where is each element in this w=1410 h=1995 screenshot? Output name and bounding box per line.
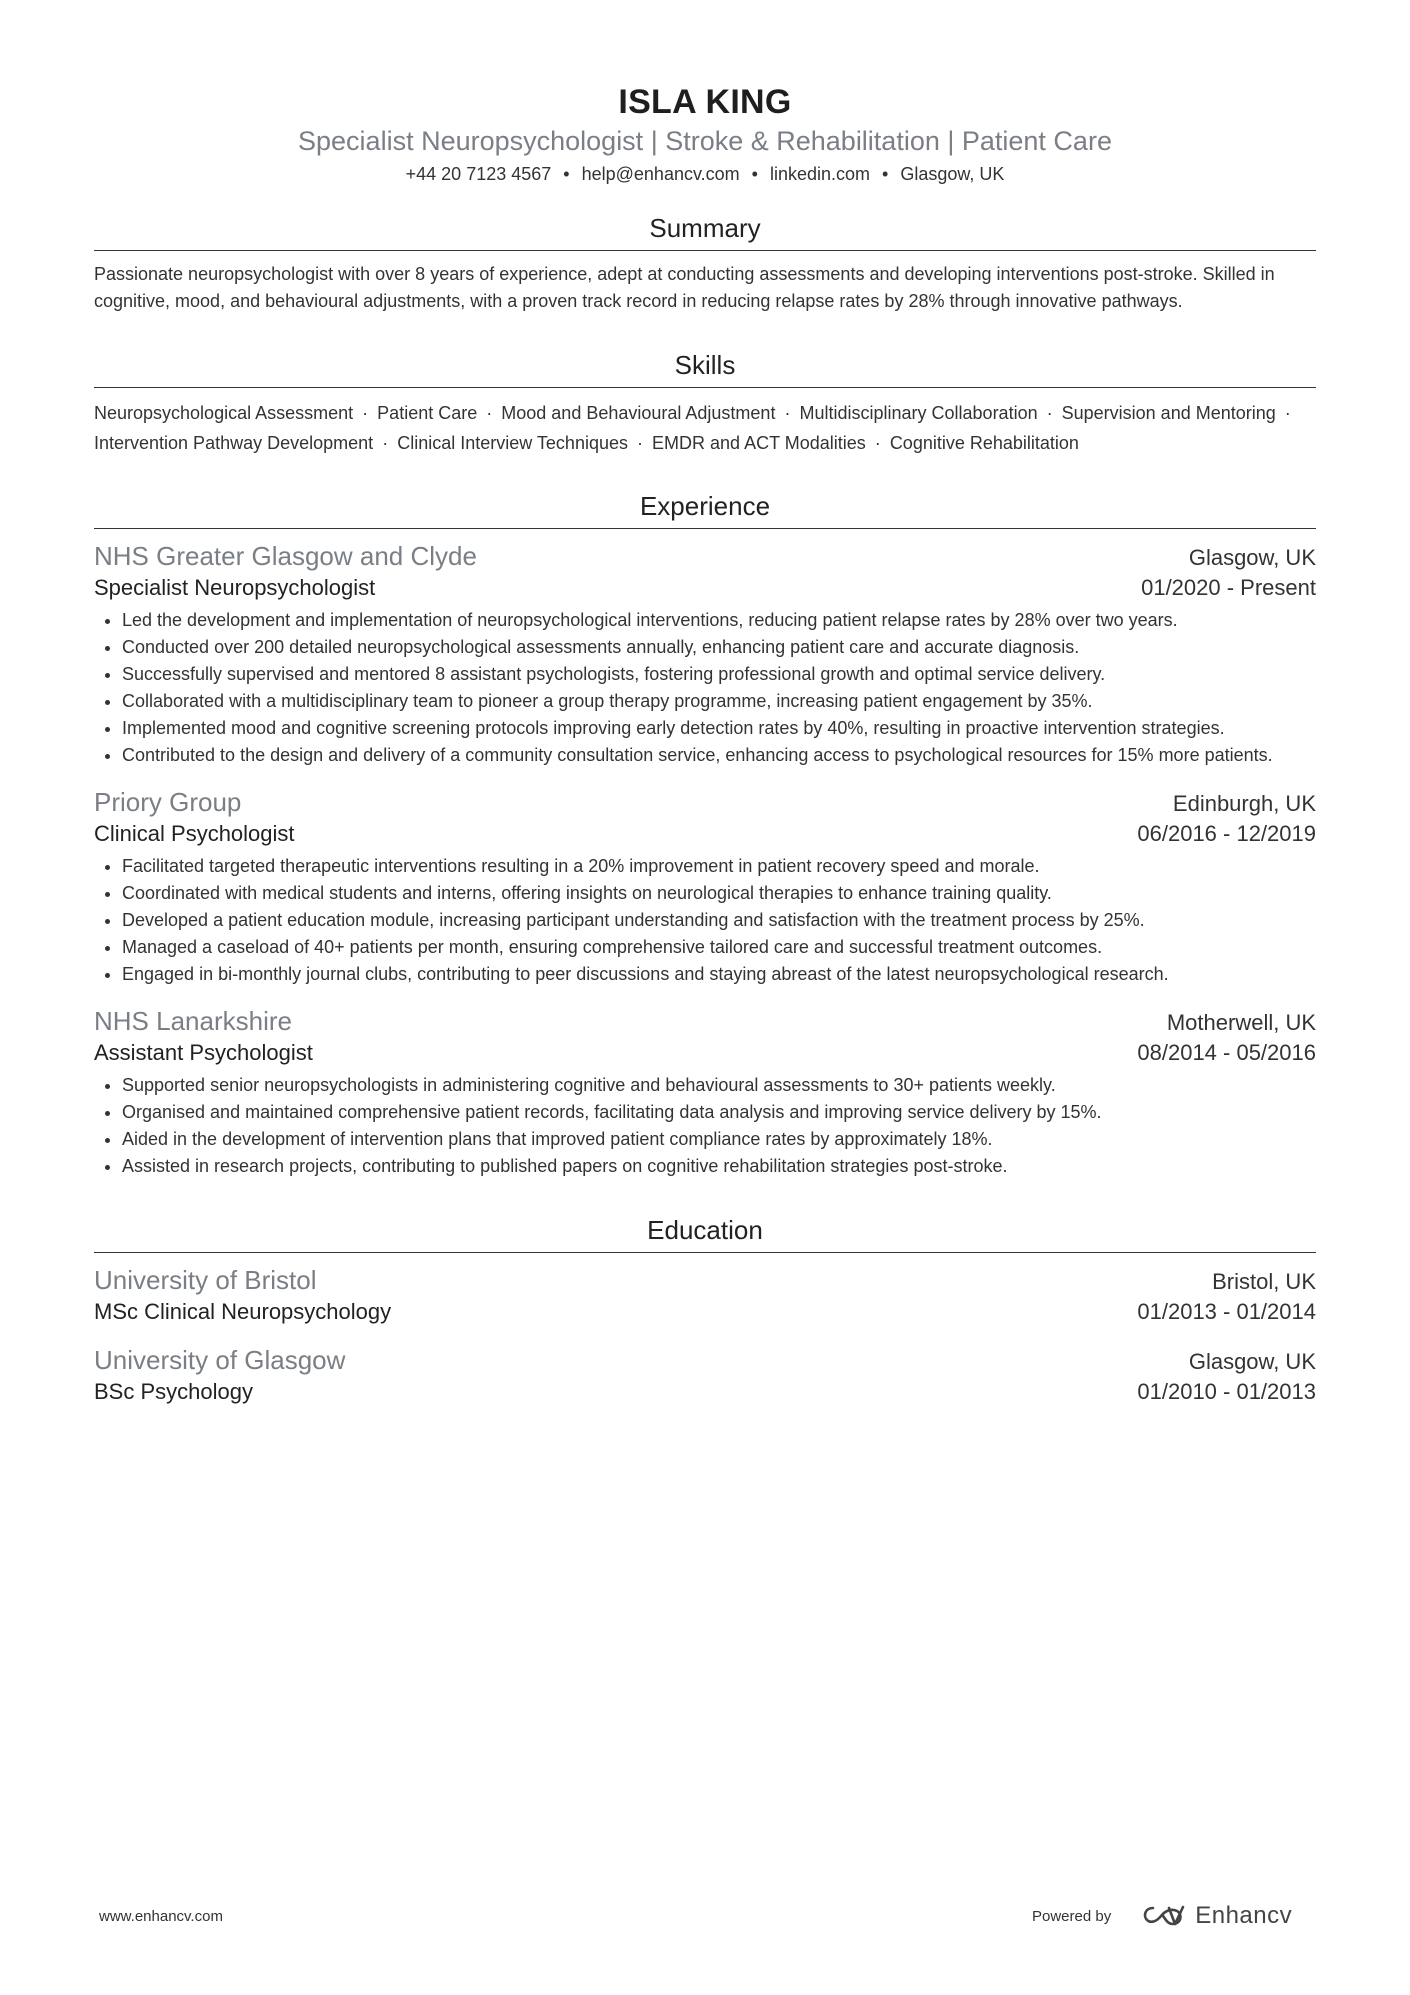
- skill-separator: ·: [637, 433, 644, 453]
- skill-item: Intervention Pathway Development: [94, 433, 374, 453]
- resume-header: [94, 82, 1316, 186]
- job-location: Glasgow, UK: [1188, 545, 1316, 570]
- skill-item: Supervision and Mentoring: [1061, 403, 1276, 423]
- experience-entry: [94, 539, 1316, 769]
- candidate-title: Specialist Neuropsychologist | Stroke & Rehabilitation | Patient Care: [298, 126, 1112, 156]
- skill-item: Multidisciplinary Collaboration: [799, 403, 1038, 423]
- bullet-separator: •: [751, 164, 758, 184]
- skill-separator: ·: [874, 433, 881, 453]
- enhancv-logo-icon: [1139, 1903, 1187, 1929]
- achievement-item: • Implemented mood and cognitive screening protocols improving early detection rates by 40%, resulting in proactive intervention strategies.: [122, 715, 1316, 742]
- entry-header-row: [94, 1004, 1316, 1038]
- achievement-list: [94, 607, 1316, 769]
- education-dates: 01/2013 - 01/2014: [1137, 1299, 1316, 1324]
- school-name: University of Glasgow: [94, 1345, 346, 1375]
- entry-subheader-row: [94, 1297, 1316, 1327]
- achievement-item: • Engaged in bi-monthly journal clubs, contributing to peer discussions and staying abreast of the latest neuropsychological research.: [122, 961, 1316, 988]
- skill-separator: ·: [784, 403, 791, 423]
- achievement-item: • Contributed to the design and delivery of a community consultation service, enhancing access to psychological resources for 15% more patients.: [122, 742, 1316, 769]
- skill-item: Patient Care: [377, 403, 478, 423]
- job-dates: 08/2014 - 05/2016: [1137, 1040, 1316, 1065]
- contact-phone: +44 20 7123 4567: [405, 164, 552, 184]
- school-name: University of Bristol: [94, 1265, 317, 1295]
- experience-section: [94, 490, 1316, 1180]
- entry-header-row: [94, 785, 1316, 819]
- entry-header-row: [94, 1343, 1316, 1377]
- brand-name: Enhancv: [1195, 1902, 1293, 1929]
- achievement-list: [94, 1072, 1316, 1180]
- education-section: [94, 1214, 1316, 1407]
- degree: MSc Clinical Neuropsychology: [94, 1299, 392, 1324]
- experience-entry: [94, 1004, 1316, 1180]
- school-location: Bristol, UK: [1212, 1269, 1316, 1294]
- contact-email[interactable]: help@enhancv.com: [581, 164, 740, 184]
- achievement-list: [94, 853, 1316, 988]
- skill-item: Cognitive Rehabilitation: [889, 433, 1079, 453]
- resume-content: [94, 82, 1316, 1407]
- skill-separator: ·: [486, 403, 493, 423]
- entry-subheader-row: [94, 573, 1316, 603]
- section-divider: [94, 387, 1316, 388]
- contact-location: Glasgow, UK: [900, 164, 1005, 184]
- job-location: Edinburgh, UK: [1172, 791, 1316, 816]
- skills-list: [94, 398, 1316, 458]
- skills-section: [94, 349, 1316, 458]
- education-entry: [94, 1343, 1316, 1407]
- achievement-item: • Facilitated targeted therapeutic interventions resulting in a 20% improvement in patient recovery speed and morale.: [122, 853, 1316, 880]
- section-divider: [94, 250, 1316, 251]
- bullet-separator: •: [563, 164, 570, 184]
- achievement-item: • Conducted over 200 detailed neuropsychological assessments annually, enhancing patient care and accurate diagnosis.: [122, 634, 1316, 661]
- entry-header-row: [94, 539, 1316, 573]
- job-dates: 06/2016 - 12/2019: [1137, 821, 1316, 846]
- contact-linkedin[interactable]: linkedin.com: [769, 164, 870, 184]
- achievement-item: • Organised and maintained comprehensive patient records, facilitating data analysis and improving service delivery by 15%.: [122, 1099, 1316, 1126]
- skill-item: Mood and Behavioural Adjustment: [501, 403, 776, 423]
- degree: BSc Psychology: [94, 1379, 253, 1404]
- achievement-item: • Assisted in research projects, contributing to published papers on cognitive rehabilitation strategies post-stroke.: [122, 1153, 1316, 1180]
- job-title: Assistant Psychologist: [94, 1040, 313, 1065]
- entry-header-row: [94, 1263, 1316, 1297]
- job-dates: 01/2020 - Present: [1141, 575, 1316, 600]
- job-location: Motherwell, UK: [1166, 1010, 1316, 1035]
- achievement-item: • Led the development and implementation of neuropsychological interventions, reducing patient relapse rates by 28% over two years.: [122, 607, 1316, 634]
- skill-separator: ·: [382, 433, 389, 453]
- entry-subheader-row: [94, 1038, 1316, 1068]
- enhancv-logo[interactable]: [1139, 1902, 1292, 1930]
- skills-heading: Skills: [674, 350, 736, 380]
- section-divider: [94, 528, 1316, 529]
- education-entry: [94, 1263, 1316, 1327]
- employer-name: Priory Group: [94, 787, 242, 817]
- entry-subheader-row: [94, 819, 1316, 849]
- achievement-item: • Aided in the development of intervention plans that improved patient compliance rates by approximately 18%.: [122, 1126, 1316, 1153]
- section-divider: [94, 1252, 1316, 1253]
- powered-by-label: Powered by: [1032, 1907, 1112, 1925]
- employer-name: NHS Greater Glasgow and Clyde: [94, 541, 477, 571]
- achievement-item: • Collaborated with a multidisciplinary team to pioneer a group therapy programme, increasing patient engagement by 35%.: [122, 688, 1316, 715]
- candidate-name: ISLA KING: [618, 83, 792, 121]
- skill-separator: ·: [1284, 403, 1291, 423]
- skill-item: EMDR and ACT Modalities: [652, 433, 866, 453]
- achievement-item: • Supported senior neuropsychologists in administering cognitive and behavioural assessments to 30+ patients weekly.: [122, 1072, 1316, 1099]
- footer-website-link[interactable]: www.enhancv.com: [99, 1908, 223, 1925]
- powered-by: [1032, 1902, 1292, 1930]
- summary-section: [94, 212, 1316, 315]
- experience-entry: [94, 785, 1316, 988]
- skill-separator: ·: [362, 403, 369, 423]
- contact-line: [94, 162, 1316, 186]
- education-dates: 01/2010 - 01/2013: [1137, 1379, 1316, 1404]
- bullet-separator: •: [882, 164, 889, 184]
- education-heading: Education: [647, 1215, 763, 1245]
- skill-item: Clinical Interview Techniques: [397, 433, 628, 453]
- achievement-item: • Managed a caseload of 40+ patients per month, ensuring comprehensive tailored care and successful treatment outcomes.: [122, 934, 1316, 961]
- job-title: Specialist Neuropsychologist: [94, 575, 376, 600]
- achievement-item: • Successfully supervised and mentored 8 assistant psychologists, fostering professional growth and optimal service delivery.: [122, 661, 1316, 688]
- achievement-item: • Developed a patient education module, increasing participant understanding and satisfaction with the treatment process by 25%.: [122, 907, 1316, 934]
- job-title: Clinical Psychologist: [94, 821, 295, 846]
- school-location: Glasgow, UK: [1188, 1349, 1316, 1374]
- skill-item: Neuropsychological Assessment: [94, 403, 354, 423]
- summary-heading: Summary: [649, 213, 761, 243]
- experience-heading: Experience: [639, 491, 771, 521]
- summary-text: Passionate neuropsychologist with over 8 years of experience, adept at conducting assessments and developing interventions post-stroke. Skilled in cognitive, mood, and behavioural adjustments, with a proven track record in reducing relapse rates by 28% through innovative pathways.: [94, 264, 1275, 311]
- entry-subheader-row: [94, 1377, 1316, 1407]
- achievement-item: • Coordinated with medical students and interns, offering insights on neurological therapies to enhance training quality.: [122, 880, 1316, 907]
- skill-separator: ·: [1046, 403, 1053, 423]
- employer-name: NHS Lanarkshire: [94, 1006, 292, 1036]
